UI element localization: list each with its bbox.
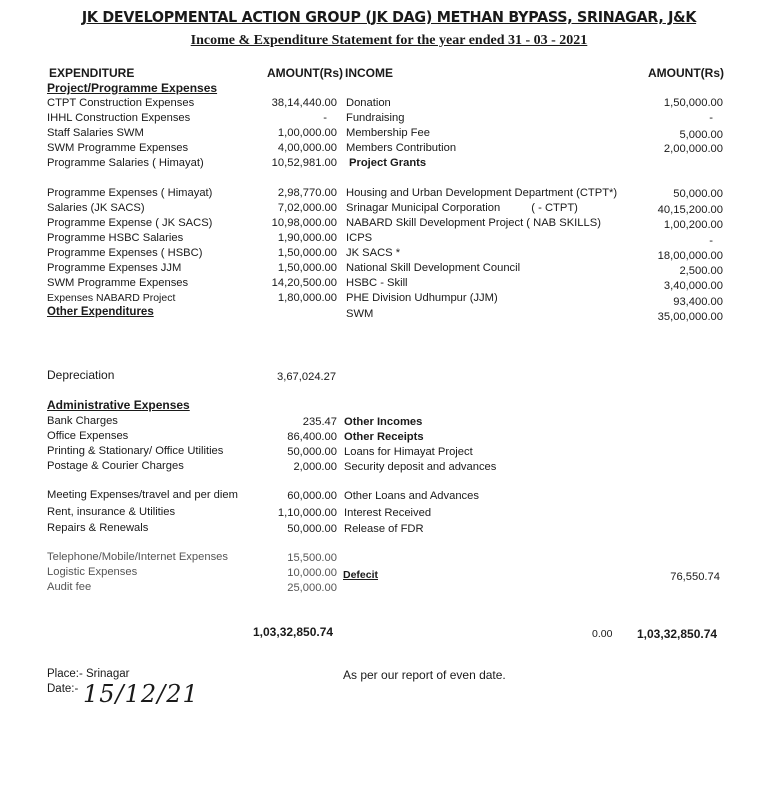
- statement-title: Income & Expenditure Statement for the year ended 31 - 03 - 2021: [190, 33, 588, 48]
- expenditure-amount: 1,90,000.00: [277, 232, 337, 244]
- admin-amount: 10,000.00: [287, 567, 337, 579]
- income-amount: 2,00,000.00: [663, 143, 723, 155]
- expenditure-label: Staff Salaries SWM: [47, 127, 144, 139]
- admin-label: Telephone/Mobile/Internet Expenses: [47, 551, 228, 563]
- other-income-label: Interest Received: [344, 507, 432, 519]
- depreciation-amount: 3,67,024.27: [277, 371, 337, 383]
- other-expenditures-heading: Other Expenditures: [47, 306, 154, 318]
- deficit-amount: 76,550.74: [670, 571, 720, 583]
- expenditure-amount: 38,14,440.00: [271, 97, 337, 109]
- depreciation-label: Depreciation: [47, 368, 115, 382]
- deficit-label: Defecit: [343, 569, 379, 581]
- amount-left-header: AMOUNT(Rs): [267, 66, 343, 80]
- expenditure-amount: 10,52,981.00: [271, 157, 337, 169]
- admin-expenses-heading: Administrative Expenses: [47, 398, 190, 412]
- total-middle: 0.00: [592, 628, 613, 640]
- admin-amount: 2,000.00: [293, 461, 337, 473]
- expenditure-amount: 10,98,000.00: [271, 217, 337, 229]
- income-amount: -: [709, 235, 713, 247]
- admin-amount: 15,500.00: [287, 552, 337, 564]
- admin-label: Postage & Courier Charges: [47, 460, 184, 472]
- income-label: National Skill Development Council: [346, 262, 521, 274]
- income-label: Srinagar Municipal Corporation ( - CTPT): [346, 202, 578, 214]
- income-amount: 1,50,000.00: [663, 97, 723, 109]
- income-amount: 3,40,000.00: [663, 280, 723, 292]
- expenditure-amount: 2,98,770.00: [277, 187, 337, 199]
- admin-label: Printing & Stationary/ Office Utilities: [47, 445, 224, 457]
- income-label: SWM: [346, 308, 374, 320]
- expenditure-label: Programme Expense ( JK SACS): [47, 217, 213, 229]
- expenditure-label: Expenses NABARD Project: [47, 292, 176, 304]
- admin-label: Logistic Expenses: [47, 566, 138, 578]
- expenditure-label: Programme Expenses ( Himayat): [47, 187, 213, 199]
- expenditure-amount: 1,50,000.00: [277, 262, 337, 274]
- place-text: Place:- Srinagar: [47, 668, 130, 680]
- admin-amount: 235.47: [302, 416, 337, 428]
- income-amount: 5,000.00: [679, 129, 723, 141]
- expenditure-label: Programme Expenses JJM: [47, 262, 182, 274]
- income-amount: 1,00,200.00: [663, 219, 723, 231]
- income-label: Membership Fee: [346, 127, 430, 139]
- other-income-label: Other Loans and Advances: [344, 490, 479, 502]
- other-income-label: Loans for Himayat Project: [344, 446, 473, 458]
- income-amount: 35,00,000.00: [657, 311, 723, 323]
- expenditure-amount: 7,02,000.00: [277, 202, 337, 214]
- income-amount: -: [709, 112, 713, 124]
- expenditure-amount: 1,00,000.00: [277, 127, 337, 139]
- income-label: NABARD Skill Development Project ( NAB SKILLS): [346, 217, 601, 229]
- income-amount: 50,000.00: [673, 188, 723, 200]
- other-income-label: Other Incomes: [344, 416, 423, 428]
- expenditure-label: Programme Salaries ( Himayat): [47, 157, 204, 169]
- income-label: HSBC - Skill: [346, 277, 408, 289]
- income-amount: 93,400.00: [673, 296, 723, 308]
- admin-label: Office Expenses: [47, 430, 129, 442]
- handwritten-date: 15/12/21: [83, 680, 199, 708]
- income-label: ICPS: [346, 232, 373, 244]
- admin-amount: 1,10,000.00: [277, 507, 337, 519]
- other-income-label: Other Receipts: [344, 431, 424, 443]
- admin-amount: 50,000.00: [287, 446, 337, 458]
- project-expenses-heading: Project/Programme Expenses: [47, 81, 218, 95]
- income-label: Housing and Urban Development Department (CTPT*): [346, 187, 618, 199]
- income-amount: 40,15,200.00: [657, 204, 723, 216]
- income-label: JK SACS *: [346, 247, 401, 259]
- income-amount: 18,00,000.00: [657, 250, 723, 262]
- income-header: INCOME: [345, 66, 393, 80]
- expenditure-label: Salaries (JK SACS): [47, 202, 145, 214]
- income-label: Members Contribution: [346, 142, 457, 154]
- expenditure-label: Programme Expenses ( HSBC): [47, 247, 203, 259]
- expenditure-amount: 1,80,000.00: [277, 292, 337, 304]
- expenditure-amount: 4,00,000.00: [277, 142, 337, 154]
- date-label: Date:-: [47, 683, 79, 695]
- expenditure-amount: -: [323, 112, 327, 124]
- amount-right-header: AMOUNT(Rs): [648, 66, 724, 80]
- income-label: Fundraising: [346, 112, 405, 124]
- admin-label: Repairs & Renewals: [47, 522, 149, 534]
- expenditure-amount: 14,20,500.00: [271, 277, 337, 289]
- income-amount: 2,500.00: [679, 265, 723, 277]
- admin-label: Meeting Expenses/travel and per diem: [47, 489, 238, 501]
- admin-amount: 60,000.00: [287, 490, 337, 502]
- expenditure-label: Programme HSBC Salaries: [47, 232, 184, 244]
- expenditure-label: SWM Programme Expenses: [47, 142, 189, 154]
- expenditure-label: IHHL Construction Expenses: [47, 112, 191, 124]
- other-income-label: Release of FDR: [344, 523, 424, 535]
- income-label: Donation: [346, 97, 391, 109]
- admin-amount: 50,000.00: [287, 523, 337, 535]
- income-label: PHE Division Udhumpur (JJM): [346, 292, 498, 304]
- other-income-label: Security deposit and advances: [344, 461, 497, 473]
- admin-label: Rent, insurance & Utilities: [47, 506, 176, 518]
- admin-label: Audit fee: [47, 581, 92, 593]
- expenditure-amount: 1,50,000.00: [277, 247, 337, 259]
- admin-label: Bank Charges: [47, 415, 118, 427]
- admin-amount: 25,000.00: [287, 582, 337, 594]
- expenditure-header: EXPENDITURE: [49, 66, 135, 80]
- admin-amount: 86,400.00: [287, 431, 337, 443]
- expenditure-label: SWM Programme Expenses: [47, 277, 189, 289]
- total-expenditure: 1,03,32,850.74: [253, 625, 334, 639]
- report-note: As per our report of even date.: [343, 668, 506, 682]
- project-grants-heading: Project Grants: [349, 157, 427, 169]
- organization-title: JK DEVELOPMENTAL ACTION GROUP (JK DAG) METHAN BYPASS, SRINAGAR, J&K: [81, 8, 697, 26]
- expenditure-label: CTPT Construction Expenses: [47, 97, 195, 109]
- total-income: 1,03,32,850.74: [637, 627, 718, 641]
